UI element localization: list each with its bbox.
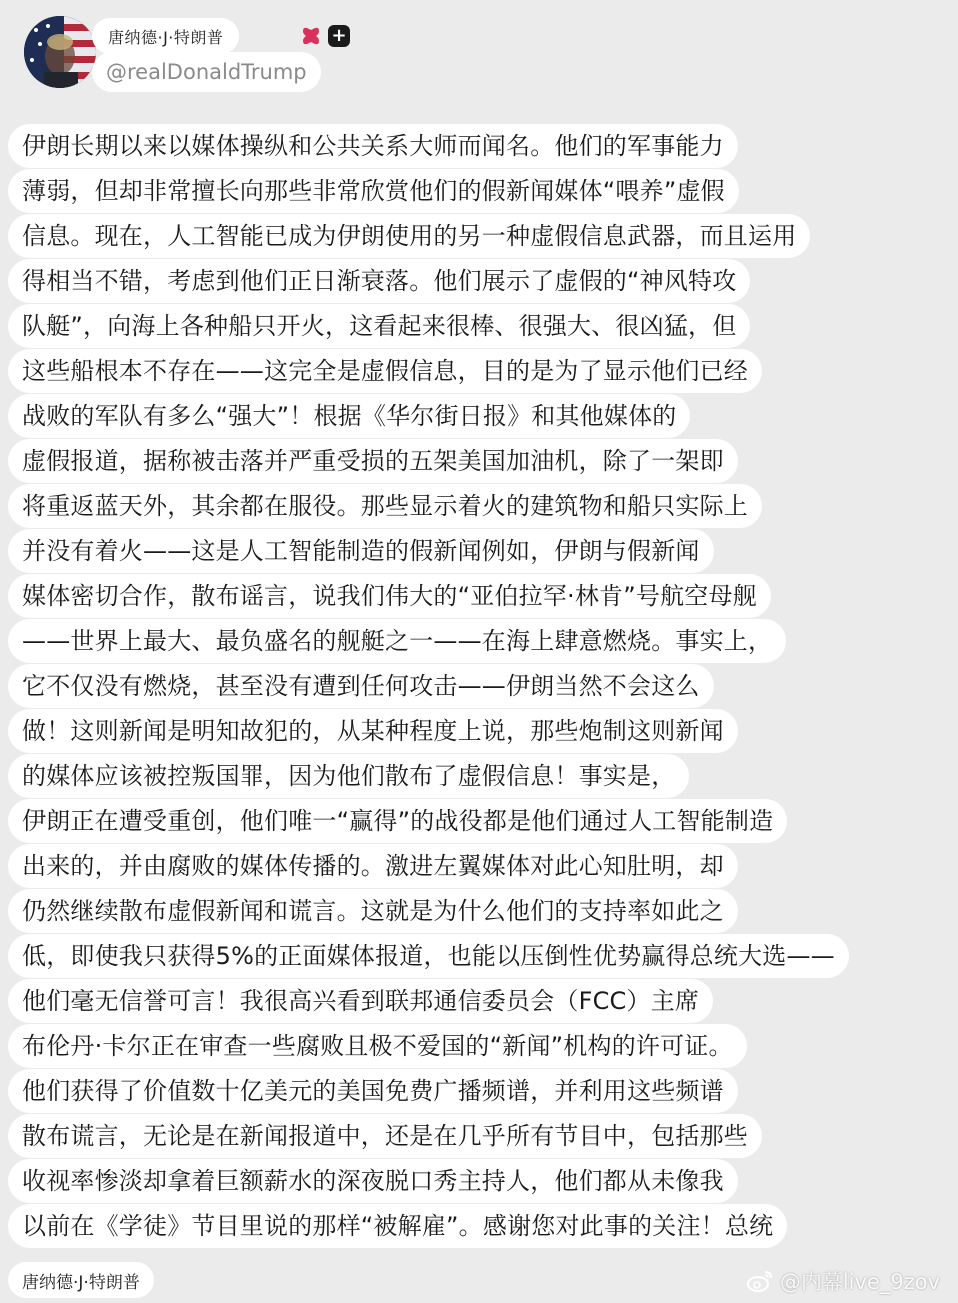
post-line: 薄弱，但却非常擅长向那些非常欣赏他们的假新闻媒体“喂养”虚假 [8, 169, 739, 213]
post-line: 他们获得了价值数十亿美元的美国免费广播频谱，并利用这些频谱 [8, 1069, 738, 1113]
watermark-text: @内幕live_9zov [779, 1270, 940, 1294]
post-line: 伊朗长期以来以媒体操纵和公共关系大师而闻名。他们的军事能力 [8, 124, 738, 168]
post-line: 散布谎言，无论是在新闻报道中，还是在几乎所有节目中，包括那些 [8, 1114, 762, 1158]
post-line: 这些船根本不存在——这完全是虚假信息，目的是为了显示他们已经 [8, 349, 762, 393]
post-line: 媒体密切合作，散布谣言，说我们伟大的“亚伯拉罕·林肯”号航空母舰 [8, 574, 771, 618]
avatar[interactable] [24, 16, 96, 88]
post-line: 的媒体应该被控叛国罪，因为他们散布了虚假信息！事实是， [8, 754, 689, 798]
post-line: 队艇”，向海上各种船只开火，这看起来很棒、很强大、很凶猛，但 [8, 304, 750, 348]
plus-badge-icon: + [328, 25, 350, 47]
post-line: 低，即使我只获得5%的正面媒体报道，也能以压倒性优势赢得总统大选—— [8, 934, 849, 978]
post-line: 虚假报道，据称被击落并严重受损的五架美国加油机，除了一架即 [8, 439, 738, 483]
post-line: 将重返蓝天外，其余都在服役。那些显示着火的建筑物和船只实际上 [8, 484, 762, 528]
post-line: 收视率惨淡却拿着巨额薪水的深夜脱口秀主持人，他们都从未像我 [8, 1159, 738, 1203]
user-handle[interactable]: @realDonaldTrump [92, 52, 321, 92]
post-line: 他们毫无信誉可言！我很高兴看到联邦通信委员会（FCC）主席 [8, 979, 713, 1023]
watermark [746, 1266, 940, 1296]
post-line: 战败的军队有多么“强大”！根据《华尔街日报》和其他媒体的 [8, 394, 690, 438]
weibo-icon [746, 1269, 774, 1293]
badge-group [300, 25, 350, 47]
post-line: 信息。现在，人工智能已成为伊朗使用的另一种虚假信息武器，而且运用 [8, 214, 810, 258]
display-name[interactable]: 唐纳德·J·特朗普 [92, 18, 239, 54]
post-line: 以前在《学徒》节目里说的那样“被解雇”。感谢您对此事的关注！总统 [8, 1204, 787, 1248]
post-line: 布伦丹·卡尔正在审查一些腐败且极不爱国的“新闻”机构的许可证。 [8, 1024, 747, 1068]
flag-portrait-image [24, 16, 96, 88]
post-line: 伊朗正在遭受重创，他们唯一“赢得”的战役都是他们通过人工智能制造 [8, 799, 787, 843]
post-line: 得相当不错，考虑到他们正日渐衰落。他们展示了虚假的“神风特攻 [8, 259, 750, 303]
post-line: 仍然继续散布虚假新闻和谎言。这就是为什么他们的支持率如此之 [8, 889, 738, 933]
red-badge-icon [300, 25, 322, 47]
signature: 唐纳德·J·特朗普 [8, 1262, 154, 1298]
post-line: ——世界上最大、最负盛名的舰艇之一——在海上肆意燃烧。事实上， [8, 619, 786, 663]
post-line: 它不仅没有燃烧，甚至没有遭到任何攻击——伊朗当然不会这么 [8, 664, 714, 708]
post-line: 并没有着火——这是人工智能制造的假新闻例如，伊朗与假新闻 [8, 529, 714, 573]
post-line: 出来的，并由腐败的媒体传播的。激进左翼媒体对此心知肚明，却 [8, 844, 738, 888]
post-line: 做！这则新闻是明知故犯的，从某种程度上说，那些炮制这则新闻 [8, 709, 738, 753]
